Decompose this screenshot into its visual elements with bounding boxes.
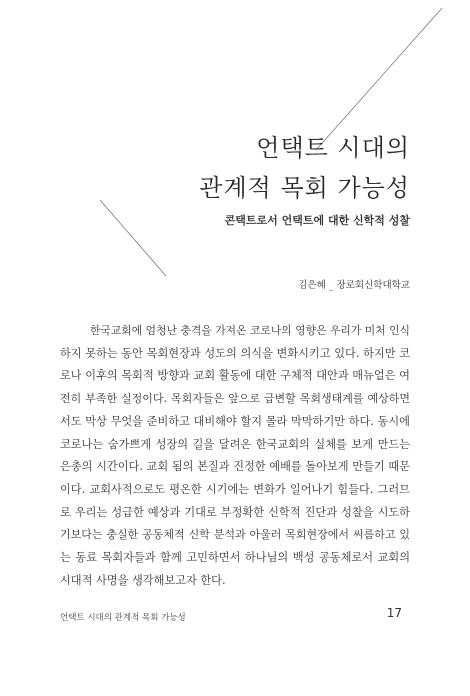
body-line: 전히 부족한 실정이다. 목회자들은 앞으로 급변할 목회생태계를 예상하면: [60, 392, 410, 406]
article-title-line-1: 언택트 시대의: [256, 134, 410, 162]
author-byline: 김은혜 _ 장로회신학대학교: [298, 280, 410, 291]
body-line: 이다. 교회사적으로도 평온한 시기에는 변화가 일어나기 힘들다. 그러므: [60, 482, 410, 496]
body-line: 한국교회에 엄청난 충격을 가져온 코로나의 영향은 우리가 미처 인식: [90, 324, 410, 337]
body-line: 은총의 시간이다. 교회 됨의 본질과 진정한 예배를 돌아보게 만들기 때문: [60, 460, 410, 474]
body-line: 로 우리는 성급한 예상과 기대로 부정확한 신학적 진단과 성찰을 시도하: [60, 505, 410, 519]
footer-running-title: 언택트 시대의 관계적 목회 가능성: [60, 613, 186, 623]
body-line: 시대적 사명을 생각해보고자 한다.: [60, 573, 226, 587]
body-line: 서도 막상 무엇을 준비하고 대비해야 할지 몰라 막막하기만 하다. 동시에: [60, 414, 410, 428]
page-number: 17: [386, 606, 402, 620]
body-line: 로나 이후의 목회적 방향과 교회 활동에 대한 구체적 대안과 매뉴얼은 여: [60, 369, 410, 383]
body-line: 하지 못하는 동안 목회현장과 성도의 의식을 변화시키고 있다. 하지만 코: [60, 346, 410, 360]
article-subtitle: 콘택트로서 언택트에 대한 신학적 성찰: [224, 214, 410, 227]
article-title-line-2: 관계적 목회 가능성: [199, 174, 410, 202]
body-line: 는 동료 목회자들과 함께 고민하면서 하나님의 백성 공동체로서 교회의: [60, 551, 410, 565]
body-line: 기보다는 충실한 공동체적 신학 분석과 아울러 목회현장에서 씨름하고 있: [60, 528, 410, 542]
decorative-line-bottom: [100, 200, 166, 276]
body-line: 코로나는 숨가쁘게 성장의 길을 달려온 한국교회의 실체를 보게 만드는: [60, 437, 410, 451]
body-paragraph: [60, 320, 410, 592]
